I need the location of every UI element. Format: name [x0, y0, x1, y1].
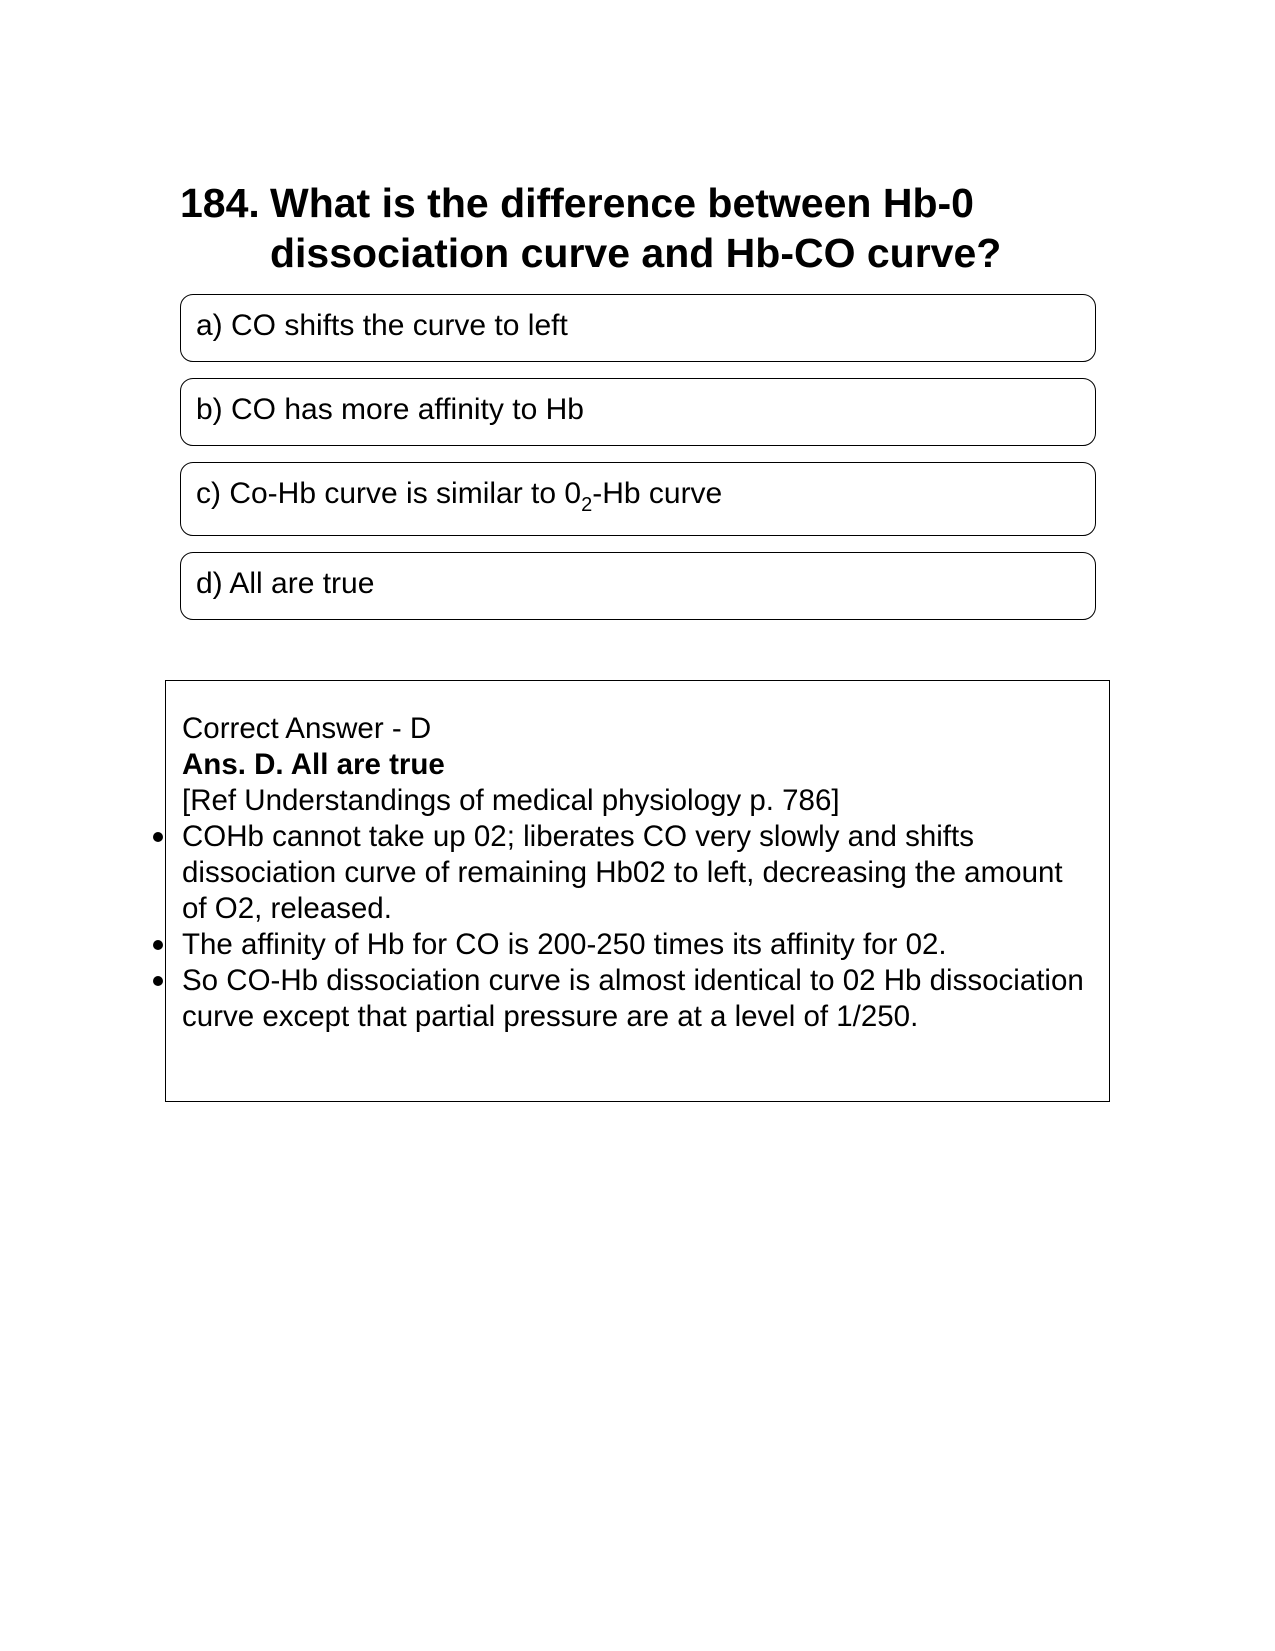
- option-c-label: [196, 477, 723, 516]
- bullet-icon: [153, 976, 163, 986]
- option-c-text-after: -Hb curve: [592, 477, 723, 510]
- question-text: What is the difference between Hb-0 dissociation curve and Hb-CO curve?: [270, 180, 1002, 276]
- option-c-text-before: c) Co-Hb curve is similar to 0: [196, 477, 582, 510]
- option-c[interactable]: [180, 462, 1096, 536]
- option-b-label: b) CO has more affinity to Hb: [196, 393, 584, 426]
- explanation-item: [182, 963, 1092, 1035]
- answer-content: [182, 711, 1092, 1035]
- option-a-label: a) CO shifts the curve to left: [196, 309, 568, 342]
- question-number: 184.: [180, 180, 260, 226]
- bullet-icon: [153, 940, 163, 950]
- correct-answer: Correct Answer - D: [182, 712, 432, 745]
- answer-title: Ans. D. All are true: [182, 748, 445, 781]
- explanation-text: So CO-Hb dissociation curve is almost identical to 02 Hb dissociation curve except that partial pressure are at a level of 1/250.: [182, 964, 1084, 1033]
- bullet-icon: [153, 832, 163, 842]
- option-d[interactable]: [180, 552, 1096, 620]
- option-b[interactable]: [180, 378, 1096, 446]
- explanation-list: [182, 819, 1092, 1035]
- option-c-subscript: 2: [581, 494, 593, 516]
- explanation-item: [182, 819, 1092, 927]
- explanation-text: COHb cannot take up 02; liberates CO very slowly and shifts dissociation curve of remaining Hb02 to left, decreasing the amount of O2, released.: [182, 820, 1063, 925]
- question-heading: [180, 178, 1060, 278]
- answer-reference: [Ref Understandings of medical physiology p. 786]: [182, 784, 840, 817]
- explanation-item: [182, 927, 1092, 963]
- option-a[interactable]: [180, 294, 1096, 362]
- option-d-label: d) All are true: [196, 567, 375, 600]
- explanation-text: The affinity of Hb for CO is 200-250 times its affinity for 02.: [182, 928, 947, 961]
- answer-box: [165, 680, 1110, 1102]
